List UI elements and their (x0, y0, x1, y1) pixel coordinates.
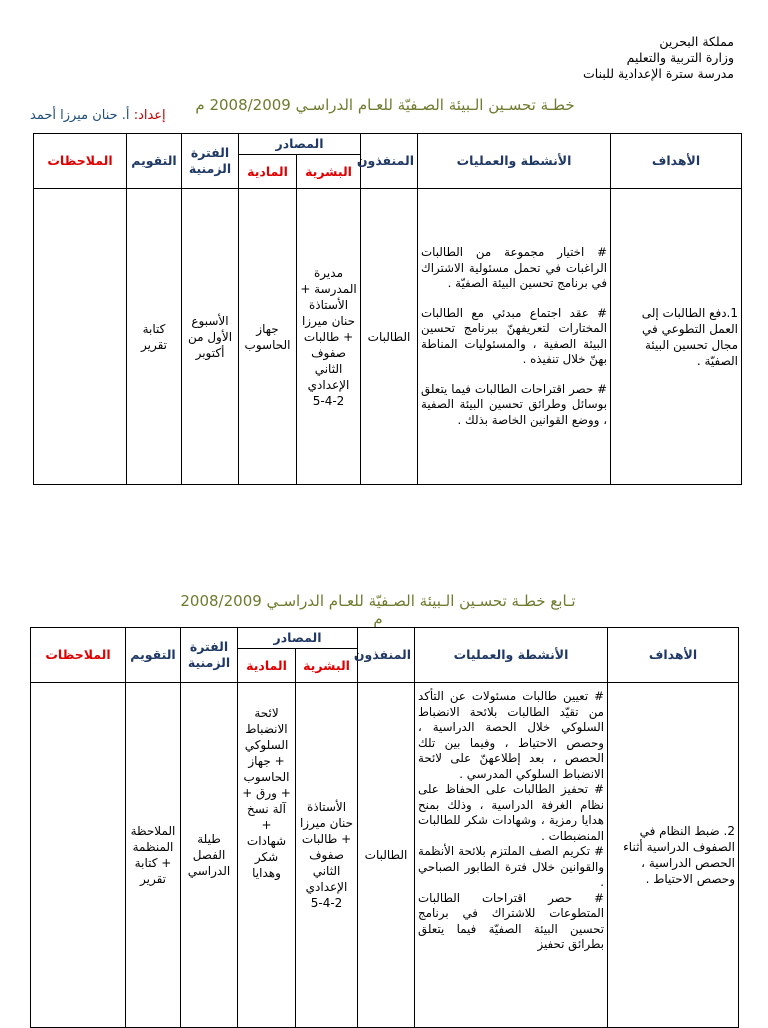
kingdom-line: مملكة البحرين (659, 34, 734, 49)
header-period: الفترة الزمنية (182, 134, 239, 189)
header-goals: الأهداف (608, 628, 739, 683)
goal-cell: 1.دفع الطالبات إلى العمل التطوعي في مجال تحسين البيئة الصفيّة . (611, 189, 742, 485)
human-resources-cell: مديرة المدرسة + الأستاذة حنان ميرزا + طالبات صفوف الثاني الإعدادي 2-4-5 (297, 189, 361, 485)
header-material: المادية (238, 649, 296, 683)
header-activities: الأنشطة والعمليات (418, 134, 611, 189)
period-cell: الأسبوع الأول من أكتوبر (182, 189, 239, 485)
human-resources-cell: الأستاذة حنان ميرزا + طالبات صفوف الثاني الإعدادي 2-4-5 (296, 683, 358, 1028)
school-header (583, 34, 734, 82)
header-activities: الأنشطة والعمليات (415, 628, 608, 683)
prepared-by-name: أ. حنان ميرزا أحمد (30, 108, 130, 123)
activity-item: # تعيين طالبات مسئولات عن التأكد من تقيّد الطالبات بلائحة الانضباط السلوكي خلال الحصة الدراسية ، وحصص الاحتياط ، وفيما بين تلك الحصص ، بعد إطلاعهنّ على لائحة الانضباط السلوكي المدرسي . (418, 689, 605, 781)
executors-cell: الطالبات (361, 189, 418, 485)
evaluation-cell: الملاحظة المنظمة + كتابة تقرير (126, 683, 181, 1028)
activity-item: # حصر اقتراحات الطالبات المتطوعات للاشتراك في برنامج تحسين البيئة الصفيّة فيما يتعلق بطرائق تحفيز (418, 890, 605, 951)
material-resources-cell (238, 683, 296, 1028)
header-resources: المصادر (238, 628, 358, 649)
header-material: المادية (239, 155, 297, 189)
plan2-table (30, 627, 739, 1028)
activity-item: # اختيار مجموعة من الطالبات الراغبات في تحمل مسئولية الاشتراك في برنامج تحسين البيئة الصفيّة . (421, 245, 608, 290)
activities-cell (418, 189, 611, 485)
evaluation-cell: كتابة تقرير (127, 189, 182, 485)
plan2-title: تـابع خطـة تحسـين الـبيئة الصـفيّة للعـام الدراسـي 2008/2009 م (180, 592, 576, 628)
plan1-title: خطـة تحسـين الـبيئة الصـفيّة للعـام الدراسـي 2008/2009 م (195, 96, 575, 114)
period-cell: طيلة الفصل الدراسي (181, 683, 238, 1028)
header-human: البشرية (296, 649, 358, 683)
notes-cell (34, 189, 127, 485)
header-notes: الملاحظات (34, 134, 127, 189)
header-evaluation: التقويم (126, 628, 181, 683)
prepared-by (30, 108, 166, 123)
header-human: البشرية (297, 155, 361, 189)
material-resources-cell: جهاز الحاسوب (239, 189, 297, 485)
activity-item: # تحفيز الطالبات على الحفاظ على نظام الغرفة الدراسية ، وذلك بمنح هدايا رمزية ، وشهادات شكر للطالبات المنضبطات . (418, 782, 605, 843)
school-line: مدرسة سترة الإعدادية للبنات (583, 66, 734, 81)
header-executors: المنفذون (361, 134, 418, 189)
goal-cell: 2. ضبط النظام في الصفوف الدراسية أثناء الحصص الدراسية ، وحصص الاحتياط . (608, 683, 739, 1028)
activity-item: # حصر اقتراحات الطالبات فيما يتعلق بوسائل وطرائق تحسين البيئة الصفية ، ووضع القوانين الخاصة بذلك . (421, 381, 608, 427)
header-goals: الأهداف (611, 134, 742, 189)
ministry-line: وزارة التربية والتعليم (626, 50, 734, 65)
prepared-by-label: إعداد: (133, 108, 166, 123)
notes-cell (31, 683, 126, 1028)
activities-cell (415, 683, 608, 1028)
activity-item: # تكريم الصف الملتزم بلائحة الأنظمة والقوانين خلال فترة الطابور الصباحي . (418, 844, 605, 889)
plan1-table (33, 133, 742, 485)
header-resources: المصادر (239, 134, 361, 155)
executors-cell: الطالبات (358, 683, 415, 1028)
header-executors: المنفذون (358, 628, 415, 683)
activity-item: # عقد اجتماع مبدئي مع الطالبات المختارات لتعريفهنّ ببرنامج تحسين البيئة الصفية ، والمسئوليات المناطة بهنّ خلال تنفيذه . (421, 305, 608, 366)
header-notes: الملاحظات (31, 628, 126, 683)
header-period: الفترة الزمنية (181, 628, 238, 683)
header-evaluation: التقويم (127, 134, 182, 189)
material-resources-text: لائحة الانضباط السلوكي + جهاز الحاسوب + ورق + آلة نسخ + شهادات شكر وهدايا (242, 706, 291, 880)
